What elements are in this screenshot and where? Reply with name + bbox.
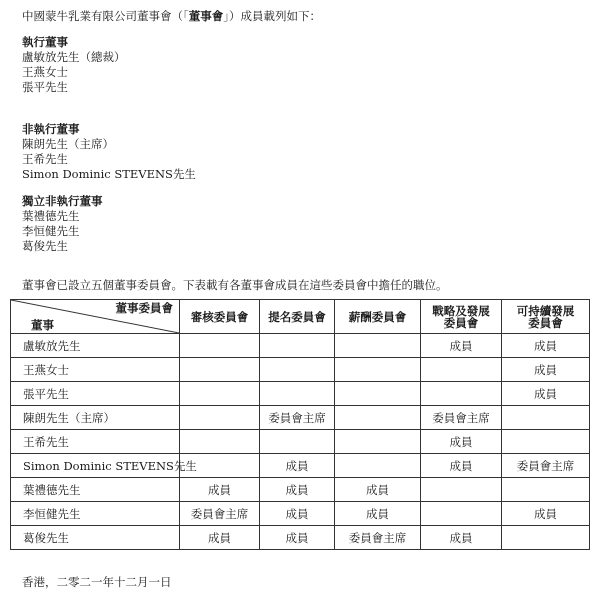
intro-text-before: 中國蒙牛乳業有限公司董事會（「 bbox=[22, 9, 189, 23]
committee-role-cell bbox=[180, 430, 260, 454]
committee-role-cell bbox=[335, 382, 421, 406]
member-name: 葉禮德先生 bbox=[22, 209, 80, 223]
committee-role-cell: 成員 bbox=[421, 430, 502, 454]
column-header bbox=[260, 300, 335, 334]
intro-text-after: 」）成員載列如下： bbox=[223, 9, 321, 23]
committee-role-cell bbox=[421, 478, 502, 502]
committee-role-cell bbox=[502, 478, 590, 502]
director-name-cell: 葉禮德先生 bbox=[11, 478, 180, 502]
member-name: Simon Dominic STEVENS先生 bbox=[22, 167, 196, 181]
table-corner-header bbox=[11, 300, 180, 334]
committee-role-cell: 成員 bbox=[502, 502, 590, 526]
table-row bbox=[11, 406, 590, 430]
committee-role-cell bbox=[335, 454, 421, 478]
committee-role-cell bbox=[335, 334, 421, 358]
table-row bbox=[11, 382, 590, 406]
committee-role-cell: 成員 bbox=[260, 502, 335, 526]
executive-directors-group bbox=[22, 34, 126, 95]
table-body bbox=[11, 334, 590, 550]
director-name-cell: 葛俊先生 bbox=[11, 526, 180, 550]
committee-role-cell: 成員 bbox=[421, 454, 502, 478]
committee-role-cell: 委員會主席 bbox=[421, 406, 502, 430]
committee-role-cell bbox=[335, 358, 421, 382]
committee-role-cell bbox=[260, 334, 335, 358]
table-row bbox=[11, 526, 590, 550]
director-name-cell: 盧敏放先生 bbox=[11, 334, 180, 358]
column-header bbox=[502, 300, 590, 334]
committee-role-cell bbox=[260, 430, 335, 454]
member-name: 張平先生 bbox=[22, 80, 68, 94]
committee-role-cell: 委員會主席 bbox=[502, 454, 590, 478]
member-name: 陳朗先生（主席） bbox=[22, 137, 114, 151]
committee-role-cell bbox=[421, 358, 502, 382]
committee-role-cell: 委員會主席 bbox=[180, 502, 260, 526]
committee-role-cell: 成員 bbox=[335, 478, 421, 502]
committee-role-cell bbox=[180, 406, 260, 430]
director-name-cell: 陳朗先生（主席） bbox=[11, 406, 180, 430]
committee-role-cell: 成員 bbox=[180, 526, 260, 550]
committee-role-cell bbox=[502, 406, 590, 430]
column-header-label: 委員會 bbox=[443, 315, 479, 330]
committee-role-cell: 成員 bbox=[502, 334, 590, 358]
column-header bbox=[335, 300, 421, 334]
table-row bbox=[11, 478, 590, 502]
corner-committee-label: 董事委員會 bbox=[115, 301, 173, 315]
member-name: 葛俊先生 bbox=[22, 239, 68, 253]
column-header-label: 委員會 bbox=[528, 315, 563, 330]
committee-role-cell bbox=[502, 430, 590, 454]
group-heading: 非執行董事 bbox=[22, 122, 80, 136]
group-heading: 獨立非執行董事 bbox=[22, 194, 103, 208]
committee-role-cell: 成員 bbox=[421, 334, 502, 358]
committees-sentence: 董事會已設立五個董事委員會。下表載有各董事會成員在這些委員會中擔任的職位。 bbox=[22, 278, 448, 292]
committee-role-cell: 委員會主席 bbox=[335, 526, 421, 550]
committee-role-cell: 成員 bbox=[421, 526, 502, 550]
column-header-label: 可持續發展 bbox=[516, 303, 575, 318]
table-row bbox=[11, 454, 590, 478]
committee-role-cell bbox=[180, 358, 260, 382]
member-name: 王燕女士 bbox=[22, 65, 68, 79]
independent-non-executive-directors-group bbox=[22, 193, 103, 254]
intro-defined-term: 董事會 bbox=[188, 9, 224, 23]
committee-role-cell: 成員 bbox=[180, 478, 260, 502]
committee-role-cell bbox=[180, 334, 260, 358]
member-name: 王希先生 bbox=[22, 152, 68, 166]
column-header bbox=[180, 300, 260, 334]
column-header-label: 提名委員會 bbox=[268, 309, 326, 324]
member-name: 李恒健先生 bbox=[22, 224, 80, 238]
non-executive-directors-group bbox=[22, 121, 196, 182]
committee-role-cell: 成員 bbox=[502, 358, 590, 382]
group-heading: 執行董事 bbox=[22, 35, 68, 49]
director-name-cell: Simon Dominic STEVENS先生 bbox=[11, 454, 180, 478]
committee-role-cell bbox=[421, 382, 502, 406]
committee-role-cell bbox=[421, 502, 502, 526]
committee-membership-table bbox=[10, 299, 590, 550]
member-name: 盧敏放先生（總裁） bbox=[22, 50, 126, 64]
table-row bbox=[11, 502, 590, 526]
corner-director-label: 董事 bbox=[31, 318, 54, 332]
committee-role-cell: 成員 bbox=[335, 502, 421, 526]
director-name-cell: 王希先生 bbox=[11, 430, 180, 454]
committee-role-cell bbox=[260, 358, 335, 382]
committee-role-cell: 成員 bbox=[502, 382, 590, 406]
place-and-date: 香港，二零二一年十二月一日 bbox=[22, 575, 172, 589]
table-row bbox=[11, 334, 590, 358]
column-header-label: 戰略及發展 bbox=[432, 303, 490, 318]
table-header-row bbox=[11, 300, 590, 334]
director-name-cell: 張平先生 bbox=[11, 382, 180, 406]
committee-role-cell bbox=[260, 382, 335, 406]
committee-role-cell: 成員 bbox=[260, 478, 335, 502]
column-header-label: 薪酬委員會 bbox=[348, 309, 407, 324]
table-row bbox=[11, 430, 590, 454]
committee-role-cell: 成員 bbox=[260, 526, 335, 550]
director-name-cell: 李恒健先生 bbox=[11, 502, 180, 526]
intro-sentence bbox=[22, 8, 321, 24]
committee-role-cell: 成員 bbox=[260, 454, 335, 478]
committee-role-cell bbox=[180, 382, 260, 406]
column-header bbox=[421, 300, 502, 334]
committee-role-cell bbox=[502, 526, 590, 550]
column-header-label: 審核委員會 bbox=[190, 309, 249, 324]
table-row bbox=[11, 358, 590, 382]
committee-role-cell: 委員會主席 bbox=[260, 406, 335, 430]
committee-role-cell bbox=[335, 406, 421, 430]
committee-role-cell bbox=[335, 430, 421, 454]
director-name-cell: 王燕女士 bbox=[11, 358, 180, 382]
